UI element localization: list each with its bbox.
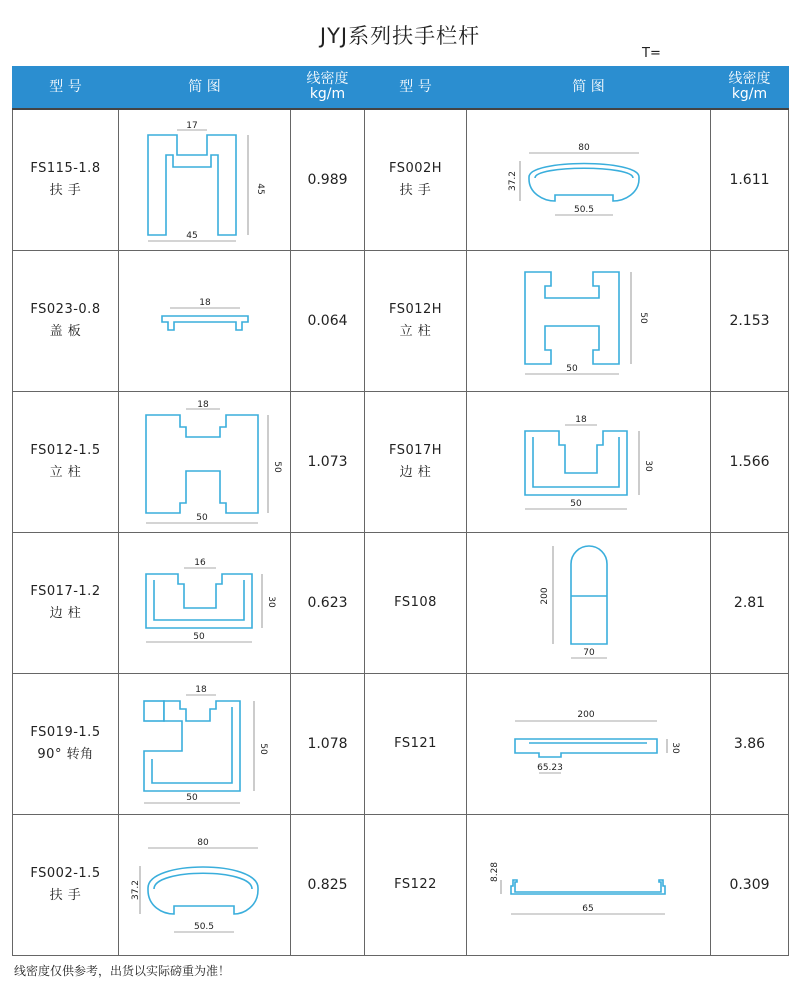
density-value: 3.86: [711, 674, 789, 815]
profile-figure-cell: [119, 109, 291, 251]
model-name: 立 柱: [399, 324, 432, 339]
model-name: 90° 转角: [37, 747, 94, 762]
model-code: FS019-1.5: [30, 725, 101, 740]
model-code: FS121: [394, 736, 437, 751]
model-code: FS012H: [388, 302, 443, 317]
dim-label: 37.2: [507, 170, 518, 192]
model-cell: [13, 533, 119, 674]
profile-figure-cell: [467, 533, 711, 674]
density-value: 1.566: [711, 392, 789, 533]
footer-note: 线密度仅供参考，出货以实际磅重为准！: [14, 964, 231, 978]
table-row: [13, 251, 789, 392]
dim-label: 18: [198, 298, 211, 308]
profile-fs121-diagram: [489, 679, 689, 809]
model-code: FS115-1.8: [30, 161, 101, 176]
header-density-line1-2: 线密度: [728, 71, 771, 87]
density-value: 0.825: [291, 815, 365, 956]
dim-label: 50.5: [573, 205, 594, 215]
dim-label: 80: [196, 838, 209, 848]
model-name: 边 柱: [49, 606, 82, 621]
header-density-2: [711, 66, 789, 109]
dim-label: 45: [185, 231, 198, 241]
model-code: FS002H: [388, 161, 443, 176]
table-row: [13, 533, 789, 674]
dim-label: 45: [254, 183, 265, 195]
profile-figure-cell: [119, 674, 291, 815]
dim-label: 17: [185, 121, 198, 131]
profile-figure-cell: [119, 533, 291, 674]
dim-label: 50.5: [193, 922, 214, 932]
table-row: [13, 392, 789, 533]
dim-label: 16: [193, 558, 206, 568]
table-row: [13, 815, 789, 956]
dim-label: 18: [574, 415, 587, 425]
header-model-2: 型 号: [365, 66, 467, 109]
dim-label: 30: [265, 596, 276, 608]
t-label: T=: [642, 46, 661, 61]
dim-label: 50: [271, 461, 282, 473]
header-density: [291, 66, 365, 109]
profile-fs019-diagram: [130, 679, 280, 809]
profile-fs122-diagram: [489, 820, 689, 950]
model-cell: [13, 109, 119, 251]
profile-figure-cell: [119, 251, 291, 392]
model-code: FS108: [394, 595, 437, 610]
dim-label: 65.23: [536, 763, 563, 773]
dim-label: 37.2: [130, 879, 141, 901]
model-code: FS017H: [388, 443, 443, 458]
profile-fs012h-diagram: [489, 256, 689, 386]
dim-label: 50: [637, 312, 648, 324]
model-cell: [365, 815, 467, 956]
model-name: 扶 手: [49, 183, 82, 198]
profile-fs023-diagram: [130, 256, 280, 386]
density-value: 0.064: [291, 251, 365, 392]
model-cell: [13, 251, 119, 392]
profile-fs017-diagram: [130, 538, 280, 668]
model-name: 边 柱: [399, 465, 432, 480]
dim-label: 30: [642, 460, 653, 472]
model-name: 立 柱: [49, 465, 82, 480]
table-row: [13, 674, 789, 815]
dim-label: 30: [669, 742, 680, 754]
dim-label: 50: [192, 632, 205, 642]
page-title: JYJ系列扶手栏杆: [319, 24, 481, 48]
profile-figure-cell: [467, 109, 711, 251]
model-name: 扶 手: [49, 888, 82, 903]
model-cell: [365, 533, 467, 674]
table-row: [13, 109, 789, 251]
profile-figure-cell: [467, 815, 711, 956]
density-value: 2.81: [711, 533, 789, 674]
header-figure: 简 图: [119, 66, 291, 109]
dim-label: 50: [565, 364, 578, 374]
profile-figure-cell: [119, 815, 291, 956]
header-density-line1: 线密度: [306, 71, 349, 87]
density-value: 0.989: [291, 109, 365, 251]
dim-label: 200: [539, 587, 550, 605]
model-code: FS122: [394, 877, 437, 892]
profile-fs017h-diagram: [489, 397, 689, 527]
dim-label: 65: [581, 904, 594, 914]
density-value: 1.078: [291, 674, 365, 815]
model-cell: [365, 251, 467, 392]
profile-fs108-diagram: [489, 538, 689, 668]
profile-figure-cell: [467, 392, 711, 533]
profile-fs012-diagram: [130, 397, 280, 527]
model-cell: [365, 674, 467, 815]
model-name: 盖 板: [49, 324, 82, 339]
spec-table: [12, 66, 789, 956]
dim-label: 18: [194, 685, 207, 695]
dim-label: 8.28: [489, 861, 500, 883]
profile-fs002h-diagram: [489, 115, 689, 245]
header-density-line2: kg/m: [309, 86, 346, 102]
model-name: 扶 手: [399, 183, 432, 198]
profile-fs115-diagram: [130, 115, 280, 245]
dim-label: 50: [569, 499, 582, 509]
dim-label: 80: [577, 143, 590, 153]
header-figure-2: 简 图: [467, 66, 711, 109]
model-code: FS023-0.8: [30, 302, 101, 317]
density-value: 1.073: [291, 392, 365, 533]
density-value: 0.309: [711, 815, 789, 956]
dim-label: 50: [195, 513, 208, 523]
dim-label: 200: [576, 710, 595, 720]
model-cell: [365, 109, 467, 251]
model-cell: [13, 815, 119, 956]
density-value: 2.153: [711, 251, 789, 392]
dim-label: 50: [257, 743, 268, 755]
model-cell: [13, 392, 119, 533]
dim-label: 70: [582, 648, 595, 658]
density-value: 0.623: [291, 533, 365, 674]
profile-figure-cell: [119, 392, 291, 533]
dim-label: 50: [185, 793, 198, 803]
dim-label: 18: [196, 400, 209, 410]
header-density-line2-2: kg/m: [731, 86, 768, 102]
model-code: FS002-1.5: [30, 866, 101, 881]
model-code: FS017-1.2: [30, 584, 101, 599]
profile-fs002-diagram: [130, 820, 280, 950]
profile-figure-cell: [467, 251, 711, 392]
table-header-row: [13, 66, 789, 109]
model-cell: [13, 674, 119, 815]
model-cell: [365, 392, 467, 533]
density-value: 1.611: [711, 109, 789, 251]
header-model: 型 号: [13, 66, 119, 109]
model-code: FS012-1.5: [30, 443, 101, 458]
profile-figure-cell: [467, 674, 711, 815]
